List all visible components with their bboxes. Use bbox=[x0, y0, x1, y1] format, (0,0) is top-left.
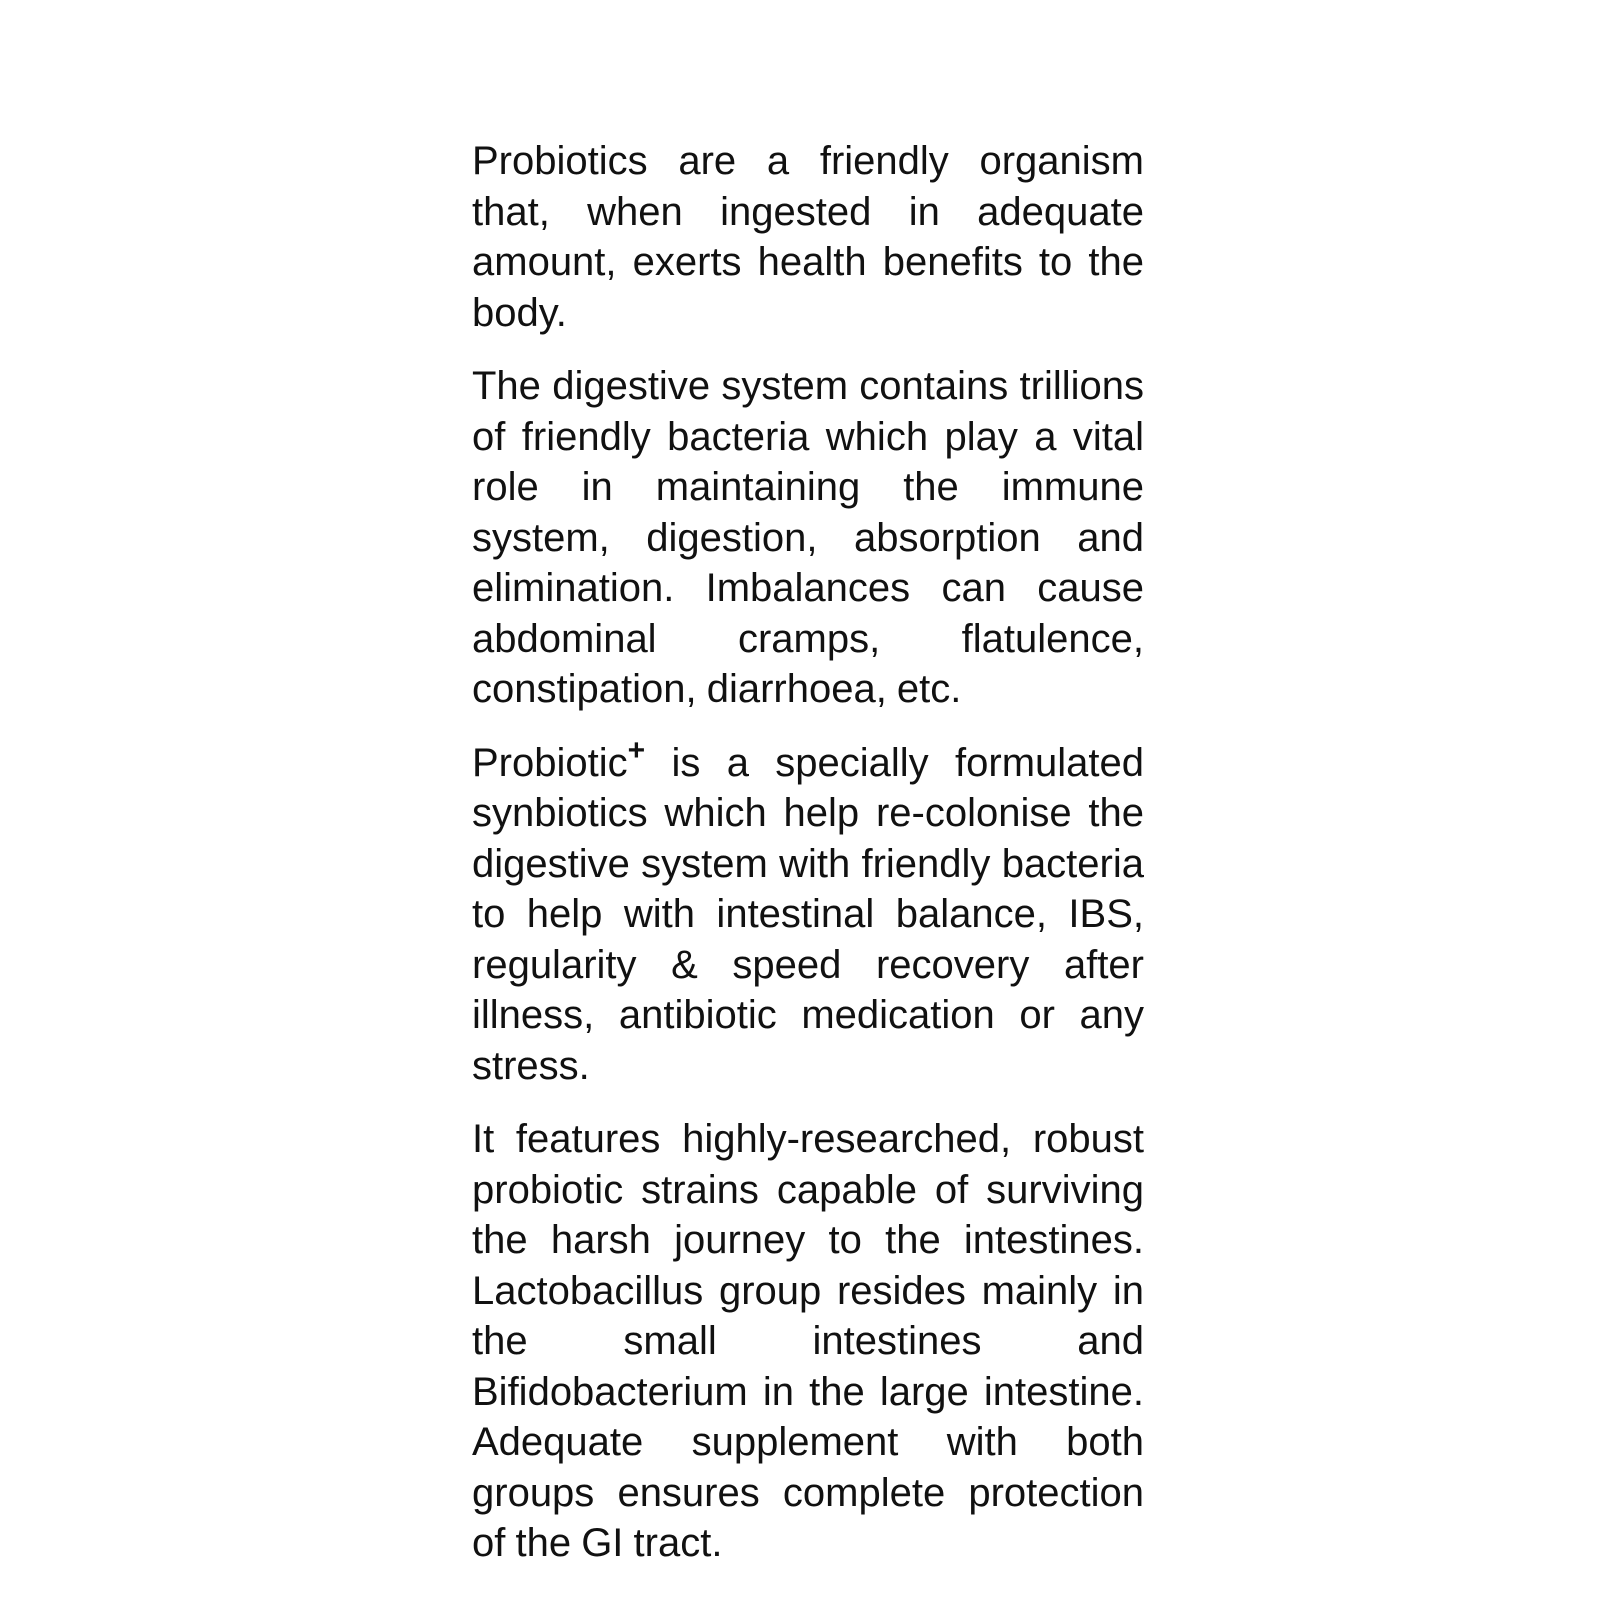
paragraph-strains bbox=[472, 1114, 1144, 1569]
paragraph-text: The digestive system contains trillions of friendly bacteria which play a vital role in maintaining the immune system, digestion, absorption and elimination. Imbalances can cause abdominal cramps, flatulence, constipation, diarrhoea, etc. bbox=[472, 364, 1144, 711]
paragraph-probiotics-definition bbox=[472, 136, 1144, 338]
paragraph-text: is a specially formulated synbiotics which help re-colonise the digestive system with friendly bacteria to help with intestinal balance, IBS, regularity & speed recovery after illness, antibiotic medication or any stress. bbox=[472, 740, 1144, 1088]
paragraph-text: It features highly-researched, robust probiotic strains capable of surviving the harsh journey to the intestines. Lactobacillus group resides mainly in the small intestines and Bifidobacterium in the large intestine. Adequate supplement with both groups ensures complete protection of the GI tract. bbox=[472, 1117, 1144, 1565]
product-plus-superscript: + bbox=[627, 733, 646, 767]
paragraph-digestive-system bbox=[472, 361, 1144, 715]
product-name: Probiotic bbox=[472, 740, 628, 785]
paragraph-text: Probiotics are a friendly organism that, when ingested in adequate amount, exerts health benefits to the body. bbox=[472, 139, 1144, 335]
paragraph-product-description bbox=[472, 733, 1144, 1092]
body-text bbox=[472, 136, 1144, 1569]
